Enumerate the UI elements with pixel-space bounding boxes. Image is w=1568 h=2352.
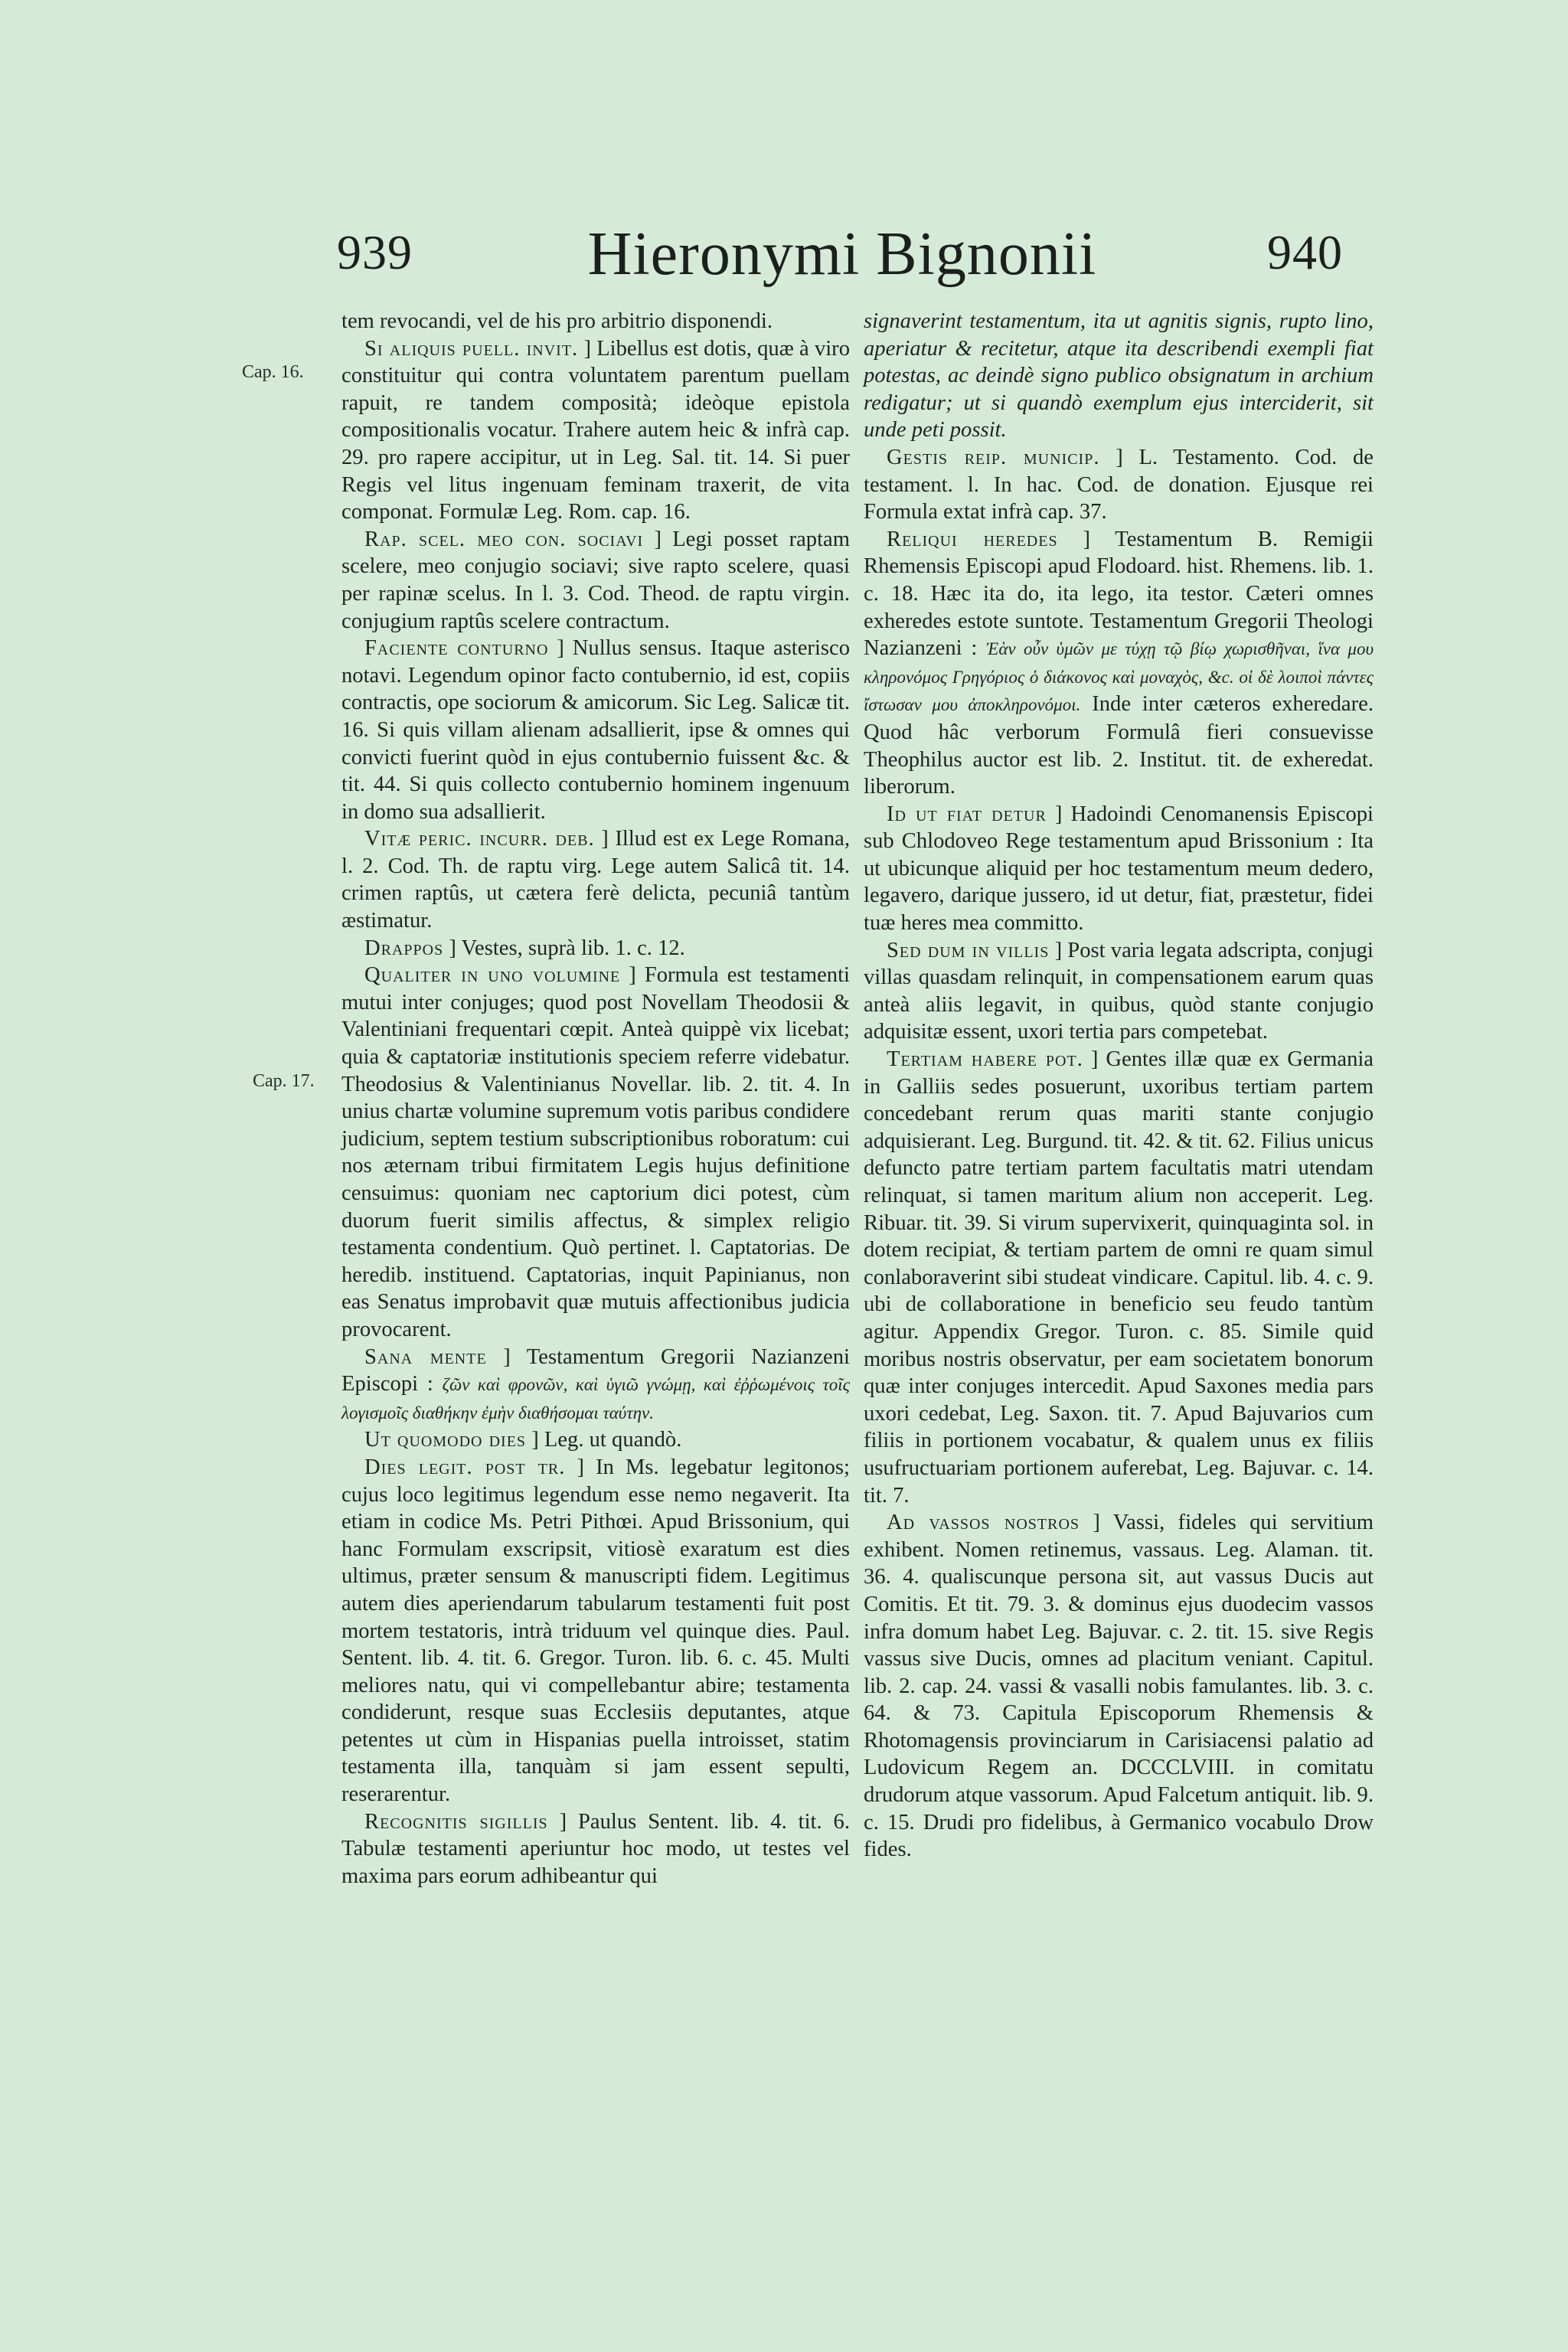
paragraph-text: ] Hadoindi Cenomanensis Episcopi sub Chlodoveo Rege testamentum apud Brissonium : Ita ut ubicunque aliquid per hoc testamentum meum dedero, legavero, darique jussero, id ut detur, fiat, præstetur, fidei tuæ heres mea committo. [864,802,1374,936]
running-title: Hieronymi Bignonii [587,220,1097,288]
lemma-heading: Qualiter in uno volumine [364,963,621,988]
right-text-column [864,308,1374,1864]
lemma-heading: Drappos [364,936,444,960]
paragraph-text-continued: Inde inter cæteros exheredare. Quod hâc verborum Formulâ fieri consuevisse Theophilus auctor est lib. 2. Institut. tit. de exheredat. liberorum. [864,692,1374,799]
paragraph [341,335,850,526]
paragraph-text: ] L. Testamento. Cod. de testament. l. In hac. Cod. de donation. Ejusque rei Formula extat infrà cap. 37. [864,445,1374,524]
paragraph [341,1808,850,1890]
paragraph-text: ] Libellus est dotis, quæ à viro constituitur qui contra voluntatem parentum puellam rapuit, re tandem composità; ideòque epistola compositionalis vocatur. Trahere autem heic & infrà cap. 29. pro rapere accipitur, ut in Leg. Sal. tit. 14. Si puer Regis vel litus ingenuam feminam traxerit, de vita componat. Formulæ Leg. Rom. cap. 16. [341,336,851,524]
lemma-heading: Ut quomodo dies [364,1428,527,1452]
paragraph [341,1426,850,1454]
paragraph-text: ] Vestes, suprà lib. 1. c. 12. [449,936,685,960]
paragraph [864,308,1374,444]
paragraph [341,962,850,1343]
paragraph-text: ] Legi posset raptam scelere, meo conjugio sociavi; sive rapto scelere, quasi per rapinæ scelus. In l. 3. Cod. Theod. de raptu virgin. conjugium raptûs scelere contractum. [341,527,850,633]
lemma-heading: Id ut fiat detur [887,802,1047,826]
lemma-heading: Faciente conturno [364,636,549,661]
lemma-heading: Sed dum in villis [887,938,1050,962]
paragraph-text: ] Paulus Sentent. lib. 4. tit. 6. Tabulæ testamenti aperiuntur hoc modo, ut testes vel maxima pars eorum adhibeantur qui [341,1809,851,1888]
paragraph [341,825,850,934]
lemma-heading: Recognitis sigillis [364,1809,548,1834]
left-page-number: 939 [337,225,413,279]
paragraph [341,1344,850,1427]
margin-note-cap-17: Cap. 17. [253,1071,315,1091]
paragraph-text: ] Formula est testamenti mutui inter conjuges; quod post Novellam Theodosii & Valentiniani frequentari cœpit. Anteà quippè vix licebat; quia & captatoriæ institutionis speciem referre videbatur. Theodosius & Valentinianus Novellar. lib. 2. tit. 4. In unius chartæ volumine supremum votis paribus condidere judicium, septem testium subscriptionibus roboratum: cui nos æternam tribui firmitatem Legis hujus definitione censuimus: quoniam nec captorium dici potest, cùm duorum fuerit similis affectus, & simplex religio testamenta condentium. Quò pertinet. l. Captatorias. De heredib. instituend. Captatorias, inquit Papinianus, non eas Senatus improbavit quæ mutuis affectionibus judicia provocarent. [341,963,850,1341]
paragraph-text: ] Nullus sensus. Itaque asterisco notavi. Legendum opinor facto contubernio, id est, copiis contractis, ope sociorum & amicorum. Sic Leg. Salicæ tit. 16. Si quis villam alienam adsallierit, ipse & omnes qui convicti fuerint quòd in ejus contubernio fuissent &c. & tit. 44. Si quis collecto contubernio hominem ingenuum in domo sua adsallierit. [341,636,851,824]
paragraph [341,635,850,825]
paragraph-text: ] Testamentum B. Remigii Rhemensis Episcopi apud Flodoard. hist. Rhemens. lib. 1. c. 18. Hæc ita do, ita lego, ita testor. Cæteri omnes exheredes estote suntote. Testamentum Gregorii Theologi Nazianzeni : [864,527,1374,661]
lemma-heading: Ad vassos nostros [887,1511,1080,1535]
paragraph-text: ] Illud est ex Lege Romana, l. 2. Cod. Th. de raptu virg. Lege autem Salicâ tit. 14. crimen raptûs, ut cætera ferè delicta, pecuniâ tantùm æstimatur. [341,827,851,933]
paragraph [341,526,850,635]
left-text-column [341,308,850,1890]
paragraph [341,308,850,335]
lemma-heading: Vitæ peric. incurr. deb. [364,827,595,851]
paragraph-text: ] In Ms. legebatur legitonos; cujus loco legitimus legendum esse nemo negaverit. Ita etiam in codice Ms. Petri Pithœi. Apud Brissonium, qui hanc Formulam exscripsit, vitiosè exaratum est dies ultimus, præter sensum & manuscripti fidem. Legitimus autem dies aperiendarum tabularum testamenti fuit post mortem testatoris, intrà triduum vel quinque dies. Paul. Sentent. lib. 4. tit. 6. Gregor. Turon. lib. 6. c. 45. Multi meliores natu, qui vi compellebantur abire; testamenta condiderunt, resque suas Ecclesiis deputantes, atque petentes ut cùm in Hispanias puella introisset, statim testamenta illa, tanquàm si jam essent sepulti, reserarentur. [341,1455,850,1807]
lemma-heading: Si aliquis puell. invit. [364,336,579,361]
greek-quotation: Ἐὰν οὖν ὑμῶν με τύχῃ τῷ βίῳ χωρισθῆναι, ἵνα μου κληρονόμος Γρηγόριος ὁ διάκονος καὶ μοναχὸς, &c. οἱ δὲ λοιποὶ πάντες ἴστωσαν μου ἀποκληρονόμοι. [864,639,1374,715]
paragraph [341,1454,850,1808]
paragraph [864,444,1374,526]
lemma-heading: Gestis reip. municip. [887,445,1100,469]
paragraph-text: ] Post varia legata adscripta, conjugi villas quasdam relinquit, in compensationem earum quas anteà aliis legavit, in quibus, quòd stante conjugio adquisitæ essent, uxori tertia pars competebat. [864,938,1374,1044]
margin-note-cap-16: Cap. 16. [242,362,304,382]
paragraph-text: ] Vassi, fideles qui servitium exhibent. Nomen retinemus, vassaus. Leg. Alaman. tit. 36. 4. qualiscunque persona sit, aut vassus Ducis aut Comitis. Et tit. 79. 3. & dominus ejus duodecim vassos infra domum habet Leg. Bajuvar. c. 2. tit. 15. sive Regis vassus sive Ducis, omnes ad placitum veniant. Capitul. lib. 2. cap. 24. vassi & vasalli nobis famulantes. lib. 3. c. 64. & 73. Capitula Episcoporum Rhemensis & Rhotomagensis provinciarum in Carisiacensi palatio ad Ludovicum Regem an. DCCCLVIII. in comitatu drudorum atque vassorum. Apud Falcetum antiquit. lib. 9. c. 15. Drudi pro fidelibus, à Germanico vocabulo Drow fides. [864,1511,1374,1862]
paragraph-text: tem revocandi, vel de his pro arbitrio disponendi. [341,309,773,333]
paragraph [864,1509,1374,1864]
paragraph [864,801,1374,937]
paragraph [864,526,1374,801]
paragraph [864,937,1374,1046]
paragraph-text: ] Testamentum Gregorii Nazianzeni Episcopi : [341,1344,850,1396]
paragraph [341,935,850,962]
paragraph [864,1046,1374,1509]
lemma-heading: Dies legit. post tr. [364,1455,566,1479]
right-page-number: 940 [1267,225,1343,279]
paragraph-text: ] Gentes illæ quæ ex Germania in Galliis sedes posuerunt, uxoribus tertiam partem concedebant rerum quas mariti stante conjugio adquisierant. Leg. Burgund. tit. 42. & tit. 62. Filius unicus defuncto patre tertiam partem facultatis matri utendam relinquat, si tamen maritum alium non acceperit. Leg. Ribuar. tit. 39. Si virum supervixerit, quinquaginta sol. in dotem recipiat, & tertiam partem de omni re quam simul conlaboraverint sibi studeat vindicare. Capitul. lib. 4. c. 9. ubi de collaboratione in beneficio seu feudo tantùm agitur. Appendix Gregor. Turon. c. 85. Simile quid moribus nostris observatur, per eam societatem bonorum quæ inter conjuges intercedit. Apud Saxones media pars uxori cedebat, Leg. Saxon. tit. 7. Apud Bajuvarios cum filiis in portionem vocabatur, & qualem unus ex filiis usufructuariam portionem auferebat, Leg. Bajuvar. c. 14. tit. 7. [864,1047,1374,1508]
lemma-heading: Tertiam habere pot. [887,1047,1083,1072]
lemma-heading: Sana mente [364,1344,487,1369]
lemma-heading: Reliqui heredes [887,527,1058,551]
greek-quotation: ζῶν καὶ φρονῶν, καὶ ὑγιῶ γνώμῃ, καὶ ἐῤῥωμένοις τοῖς λογισμοῖς διαθήκην ἐμὴν διαθήσομαι ταύτην. [341,1375,850,1423]
lemma-heading: Rap. scel. meo con. sociavi [364,527,644,551]
paragraph-text: ] Leg. ut quandò. [531,1428,682,1452]
paragraph-text: signaverint testamentum, ita ut agnitis signis, rupto lino, aperiatur & recitetur, atque ita describendi exempli fiat potestas, ac deindè signo publico obsignatum in archium redigatur; ut si quandò exemplum ejus interciderit, sit unde peti possit. [864,309,1374,443]
